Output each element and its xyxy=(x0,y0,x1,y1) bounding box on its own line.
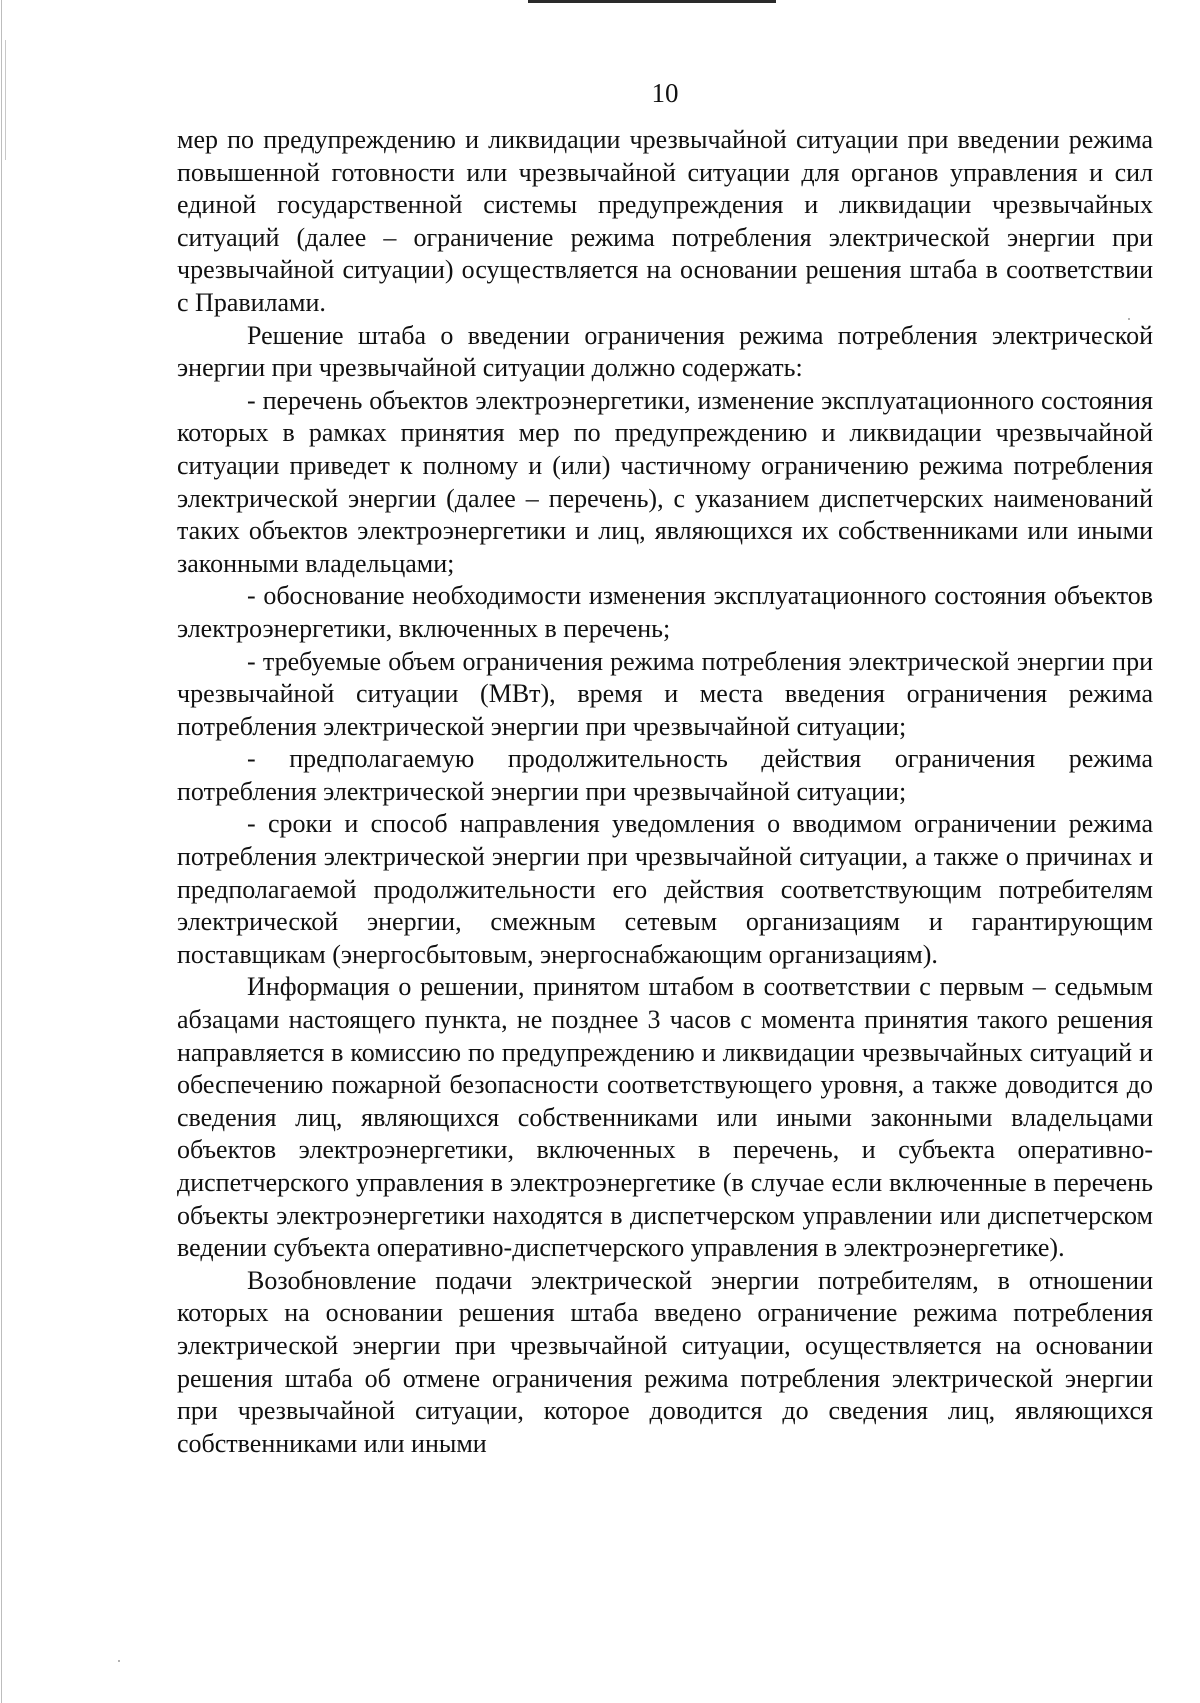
list-item-1: - перечень объектов электроэнергетики, изменение эксплуатационного состояния которых в рамках принятия мер по предупреждению и ликвидации чрезвычайной ситуации приведет к полному и (или) частичному ограничению режима потребления электрической энергии (далее – перечень), с указанием диспетчерских наименований таких объектов электроэнергетики и лиц, являющихся их собственниками или иными законными владельцами; xyxy=(177,385,1153,578)
scan-speck xyxy=(118,1660,120,1662)
list-item-3: - требуемые объем ограничения режима потребления электрической энергии при чрезвычайной ситуации (МВт), время и места введения ограничения режима потребления электрической энергии при чрезвычайной ситуации; xyxy=(177,646,1153,741)
scan-left-edge xyxy=(1,0,2,1703)
paragraph-3: Информация о решении, принятом штабом в соответствии с первым – седьмым абзацами настоящего пункта, не позднее 3 часов с момента принятия такого решения направляется в комиссию по предупреждению и ликвидации чрезвычайных ситуаций и обеспечению пожарной безопасности соответствующего уровня, а также доводится до сведения лиц, являющихся собственниками или иными законными владельцами объектов электроэнергетики, включенных в перечень, и субъекта оперативно-диспетчерского управления в электроэнергетике (в случае если включенные в перечень объекты электроэнергетики находятся в диспетчерском управлении или диспетчерском ведении субъекта оперативно-диспетчерского управления в электроэнергетике). xyxy=(177,972,1153,1263)
list-item-5: - сроки и способ направления уведомления о вводимом ограничении режима потребления электрической энергии при чрезвычайной ситуации, а также о причинах и предполагаемой продолжительности его действия соответствующим потребителям электрической энергии, смежным сетевым организациям и гарантирующим поставщикам (энергосбытовым, энергоснабжающим организациям). xyxy=(177,809,1153,969)
paragraph-2: Решение штаба о введении ограничения режима потребления электрической энергии при чрезвычайной ситуации должно содержать: xyxy=(177,320,1153,383)
scan-top-rule xyxy=(528,0,776,3)
body-text xyxy=(177,124,1153,1460)
paragraph-4: Возобновление подачи электрической энергии потребителям, в отношении которых на основании решения штаба введено ограничение режима потребления электрической энергии при чрезвычайной ситуации, осуществляется на основании решения штаба об отмене ограничения режима потребления электрической энергии при чрезвычайной ситуации, которое доводится до сведения лиц, являющихся собственниками или иными xyxy=(177,1265,1153,1458)
list-item-2: - обоснование необходимости изменения эксплуатационного состояния объектов электроэнергетики, включенных в перечень; xyxy=(177,581,1153,643)
list-item-4: - предполагаемую продолжительность действия ограничения режима потребления электрической энергии при чрезвычайной ситуации; xyxy=(177,744,1153,806)
paragraph-1: мер по предупреждению и ликвидации чрезвычайной ситуации при введении режима повышенной готовности или чрезвычайной ситуации для органов управления и сил единой государственной системы предупреждения и ликвидации чрезвычайных ситуаций (далее – ограничение режима потребления электрической энергии при чрезвычайной ситуации) осуществляется на основании решения штаба в соответствии с Правилами. xyxy=(177,125,1153,317)
page-number: 10 xyxy=(651,78,679,108)
